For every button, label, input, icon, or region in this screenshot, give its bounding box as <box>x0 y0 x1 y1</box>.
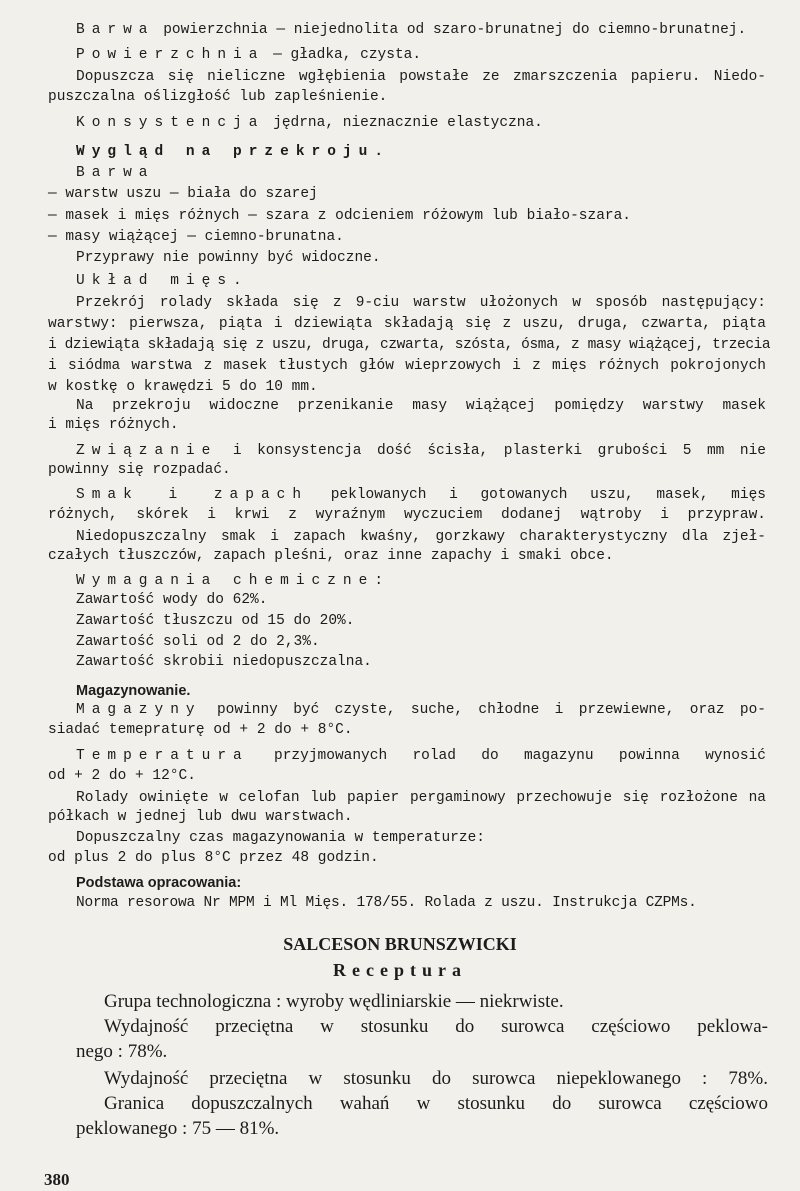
zwiazanie-line <box>76 441 766 461</box>
barwa-item-3: — masy wiążącej — ciemno-brunatna. <box>48 229 344 245</box>
salceson-title: SALCESON BRUNSZWICKI <box>283 934 517 954</box>
przenikanie-line-2: i mięs różnych. <box>48 417 179 433</box>
konsystencja-label: Konsystencja <box>76 115 265 131</box>
wydajnosc1-line-1: Wydajność przeciętna w stosunku do surowca częściowo peklowa- <box>104 1016 768 1037</box>
dopuszcza-line-1: Dopuszcza się nieliczne wgłębienia powstałe ze zmarszczenia papieru. Niedo- <box>76 69 766 85</box>
barwa-item-2: — masek i mięs różnych — szara z odcieniem różowym lub biało-szara. <box>48 208 631 224</box>
smak-text: peklowanych i gotowanych uszu, masek, mięs <box>330 487 766 503</box>
wydajnosc1-line-2: nego : 78%. <box>76 1041 168 1062</box>
temperatura-line <box>76 746 766 766</box>
czas-line-1: Dopuszczalny czas magazynowania w temperaturze: <box>76 830 485 846</box>
uklad-line-3: i dziewiąta składają się z uszu, druga, czwarta, szósta, ósma, z masy wiążącej, trzecia <box>48 337 771 353</box>
zwiazanie-line-2: powinny się rozpadać. <box>48 462 231 478</box>
smak-line-2: różnych, skórek i krwi z wyraźnym wyczuciem dodanej wątroby i przypraw. <box>48 507 766 523</box>
chem-item-3: Zawartość soli od 2 do 2,3%. <box>76 634 320 650</box>
temperatura-label: Temperatura <box>76 748 249 764</box>
receptura-subtitle: Receptura <box>333 960 467 980</box>
przekroj-heading: Wygląd na przekroju. <box>76 144 391 160</box>
temperatura-text: przyjmowanych rolad do magazynu powinna wynosić <box>274 748 767 764</box>
uklad-line-1: Przekrój rolady składa się z 9-ciu warstw ułożonych w sposób następujący: <box>76 295 766 311</box>
uklad-label: Układ mięs. <box>76 273 249 289</box>
chem-item-4: Zawartość skrobii niedopuszczalna. <box>76 654 372 670</box>
temperatura-line-2: od + 2 do + 12°C. <box>48 768 196 784</box>
uklad-line-5: w kostkę o krawędzi 5 do 10 mm. <box>48 379 318 395</box>
barwa-line <box>76 20 746 40</box>
magazyny-text: powinny być czyste, suche, chłodne i przewiewne, oraz po- <box>216 702 767 718</box>
powierzchnia-label: Powierzchnia <box>76 47 265 63</box>
rolady-line-2: półkach w jednej lub dwu warstwach. <box>48 809 353 825</box>
powierzchnia-text: — gładka, czysta. <box>273 47 422 63</box>
konsystencja-text: jędrna, nieznacznie elastyczna. <box>273 115 543 131</box>
uklad-line-4: i siódma warstwa z masek tłustych głów wieprzowych i z mięs różnych pokrojonych <box>48 358 766 374</box>
smak-label: Smak i zapach <box>76 487 309 503</box>
przenikanie-line-1: Na przekroju widoczne przenikanie masy wiążącej pomiędzy warstwy masek <box>76 398 766 414</box>
barwa-text: powierzchnia — niejednolita od szaro-brunatnej do ciemno-brunatnej. <box>163 22 747 38</box>
chem-item-2: Zawartość tłuszczu od 15 do 20%. <box>76 613 355 629</box>
page-number: 380 <box>44 1170 70 1189</box>
grupa-line: Grupa technologiczna : wyroby wędliniarskie — niekrwiste. <box>104 991 564 1012</box>
zwiazanie-label: Związanie <box>76 443 218 459</box>
czas-line-2: od plus 2 do plus 8°C przez 48 godzin. <box>48 850 379 866</box>
wydajnosc2-line: Wydajność przeciętna w stosunku do surowca niepeklowanego : 78%. <box>104 1068 768 1089</box>
smak-line <box>76 485 766 505</box>
magazyny-line-2: siadać temepraturę od + 2 do + 8°C. <box>48 722 353 738</box>
magazyny-label: Magazyny <box>76 702 202 718</box>
konsystencja-line <box>76 113 543 133</box>
podstawa-heading: Podstawa opracowania: <box>76 875 242 891</box>
granica-line-1: Granica dopuszczalnych wahań w stosunku do surowca częściowo <box>104 1093 768 1114</box>
barwa-label: Barwa <box>76 22 155 38</box>
magazynowanie-heading: Magazynowanie. <box>76 683 191 699</box>
niedop-line-1: Niedopuszczalny smak i zapach kwaśny, gorzkawy charakterystyczny dla zjeł- <box>76 529 766 545</box>
przyprawy-line: Przyprawy nie powinny być widoczne. <box>76 250 381 266</box>
barwa-item-1: — warstw uszu — biała do szarej <box>48 186 318 202</box>
powierzchnia-line <box>76 45 421 65</box>
przekroj-barwa-label: Barwa <box>76 165 155 181</box>
magazyny-line <box>76 700 766 720</box>
podstawa-text: Norma resorowa Nr MPM i Ml Mięs. 178/55. Rolada z uszu. Instrukcja CZPMs. <box>76 895 697 911</box>
granica-line-2: peklowanego : 75 — 81%. <box>76 1118 280 1139</box>
niedop-line-2: czałych tłuszczów, zapach pleśni, oraz inne zapachy i smaki obce. <box>48 548 614 564</box>
zwiazanie-text: i konsystencja dość ścisła, plasterki grubości 5 mm nie <box>232 443 767 459</box>
dopuszcza-line-2: puszczalna oślizgłość lub zapleśnienie. <box>48 89 388 105</box>
chem-item-1: Zawartość wody do 62%. <box>76 592 268 608</box>
uklad-line-2: warstwy: pierwsza, piąta i dziewiąta składają się z uszu, druga, czwarta, piąta <box>48 316 766 332</box>
chemiczne-heading: Wymagania chemiczne: <box>76 573 391 589</box>
rolady-line-1: Rolady owinięte w celofan lub papier pergaminowy przechowuje się rozłożone na <box>76 790 766 806</box>
